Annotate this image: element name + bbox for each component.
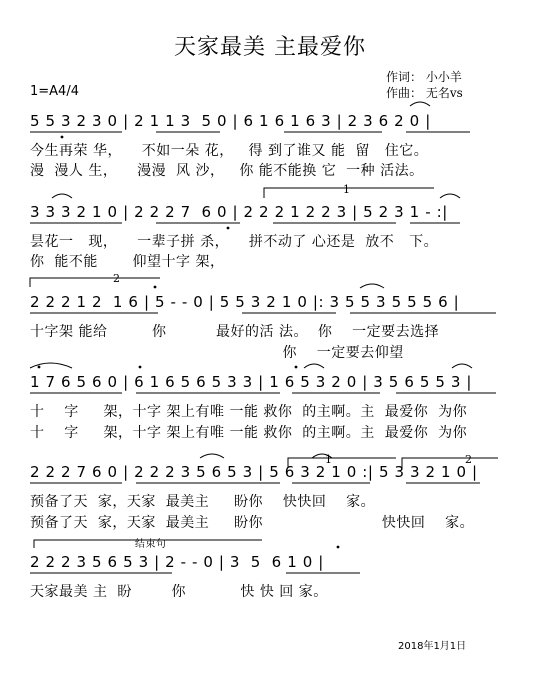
slur	[30, 363, 72, 368]
volta-bracket	[288, 458, 396, 468]
slur	[452, 364, 472, 368]
notation-row-1: 5 5 3 2 3 0 | 2 1 1 3 5 0 | 6 1 6 1 6 3 | 2 3 6 2 0 |	[30, 112, 431, 130]
octave-dot	[61, 136, 64, 139]
volta-2-label-row-3: 2	[113, 272, 121, 285]
lyric-row-5-verse-1: 预备了天 家，天家 最美主 盼你 快快回 家。	[30, 494, 376, 510]
lyric-row-4-verse-1: 十 字 架，十字 架上有唯 一能 救你 的主啊。主 最爱你 为你	[30, 404, 468, 420]
lyricist-credit: 作词： 小小羊	[386, 70, 462, 84]
slur	[410, 102, 430, 106]
lyric-row-5-verse-2: 预备了天 家，天家 最美主 盼你 快快回 家。	[30, 515, 475, 531]
lyric-row-2-verse-1: 昙花一 现， 一辈子拼 杀， 拼不动了 心还是 放不 下。	[30, 234, 439, 250]
notation-row-6: 2 2 2 3 5 6 5 3 | 2 - - 0 | 3 5 6 1 0 |	[30, 553, 324, 571]
key-signature: 1=A4/4	[30, 84, 79, 99]
ending-phrase-label: 结束句	[135, 539, 167, 550]
volta-2-label-row-5: 2	[465, 453, 473, 466]
slur	[312, 454, 332, 458]
volta-bracket	[402, 458, 498, 468]
lyric-row-3-verse-1: 十字架 能给 你 最好的活 法。 你 一定要去选择	[30, 324, 440, 340]
slur	[360, 284, 384, 288]
octave-dot	[139, 366, 142, 369]
notation-row-3: 2 2 2 1 2 1 6 | 5 - - 0 | 5 5 3 2 1 0 |: 3 5 5 3 5 5 5 6 |	[30, 293, 460, 311]
volta-1-label-row-2: 1	[343, 183, 351, 196]
lyric-row-1-verse-2: 漫 漫人 生， 漫漫 风 沙， 你 能不能换 它 一种 活法。	[30, 163, 424, 179]
notation-row-4: 1 7 6 5 6 0 | 6 1 6 5 6 5 3 3 | 1 6 5 3 2 0 | 3 5 6 5 5 3 |	[30, 373, 473, 391]
slur	[200, 454, 224, 458]
slur	[304, 364, 324, 368]
composer-credit: 作曲： 无名vs	[386, 86, 463, 100]
lyric-row-2-verse-2: 你 能不能 仰望十字 架，	[30, 254, 225, 270]
octave-dot	[337, 546, 340, 549]
volta-bracket	[30, 278, 160, 287]
lyric-row-4-verse-2: 十 字 架，十字 架上有唯 一能 救你 的主啊。主 最爱你 为你	[30, 425, 468, 441]
lyric-row-1-verse-1: 今生再荣 华， 不如一朵 花， 得 到了谁又 能 留 住它。	[30, 143, 429, 159]
octave-dot	[295, 366, 298, 369]
slur	[440, 194, 460, 198]
song-title: 天家最美 主最爱你	[174, 35, 366, 60]
ending-bracket	[34, 540, 262, 548]
notation-row-5: 2 2 2 7 6 0 | 2 2 2 3 5 6 5 3 | 5 6 3 2 1 0 :| 5 3 3 2 1 0 |	[30, 463, 478, 481]
octave-dot	[227, 227, 230, 230]
octave-dot	[154, 286, 157, 289]
lyric-row-6-verse-1: 天家最美 主 盼 你 快 快 回 家。	[30, 584, 328, 600]
volta-bracket	[264, 188, 434, 198]
volta-1-label-row-5: 1	[325, 453, 333, 466]
date: 2018年1月1日	[398, 641, 467, 652]
slur	[52, 194, 72, 198]
lyric-row-3-verse-2: 你 一定要去仰望	[30, 345, 404, 361]
notation-row-2: 3 3 3 2 1 0 | 2 2 2 7 6 0 | 2 2 2 1 2 2 3 | 5 2 3 1 - :|	[30, 203, 448, 221]
octave-dot	[38, 366, 41, 369]
